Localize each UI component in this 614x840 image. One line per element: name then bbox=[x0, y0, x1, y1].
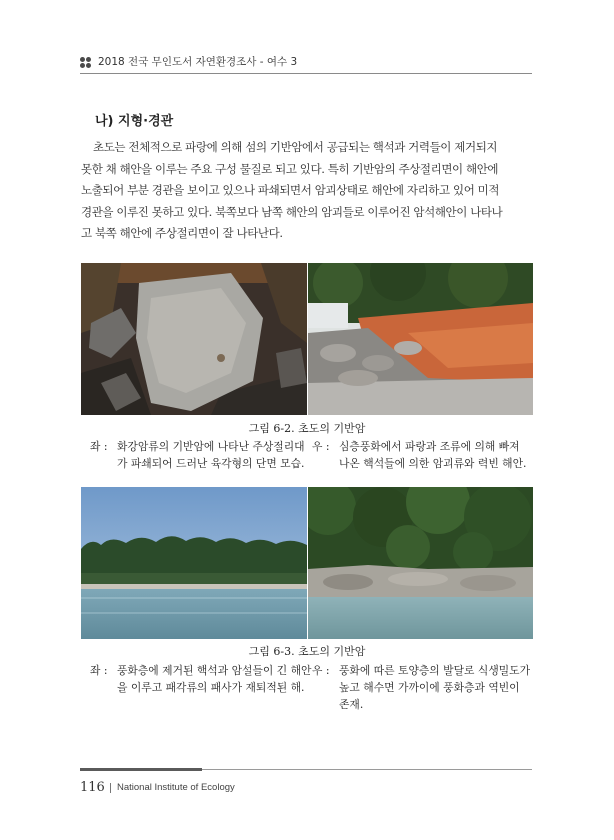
note-line: 심층풍화에서 파랑과 조류에 의해 빠져 bbox=[339, 440, 520, 453]
paragraph-line: 고 북쪽 해안에 주상절리면이 잘 나타난다. bbox=[81, 226, 283, 240]
note-line: 화강암류의 기반암에 나타난 주상절리대 bbox=[117, 440, 305, 453]
photo-forested-coastline bbox=[81, 487, 307, 639]
note-line: 을 이루고 패각류의 패사가 재퇴적된 해. bbox=[117, 681, 305, 694]
note-prefix: 좌 : bbox=[90, 664, 108, 677]
note-line: 풍화층에 제거된 핵석과 암설들이 긴 해안 bbox=[117, 664, 312, 677]
note-line: 나온 핵석들에 의한 암괴류와 력빈 해안. bbox=[339, 457, 527, 470]
photo-columnar-joint-rock bbox=[81, 263, 307, 415]
body-paragraph bbox=[81, 137, 533, 245]
header-dots-icon bbox=[80, 57, 93, 68]
note-prefix: 우 : bbox=[312, 440, 330, 453]
footer-bar bbox=[80, 768, 202, 771]
note-line: 높고 해수면 가까이에 풍화층과 역빈이 bbox=[339, 681, 520, 694]
footer-separator bbox=[110, 783, 111, 793]
paragraph-line: 못한 채 해안을 이루는 주요 구성 물질로 되고 있다. 특히 기반암의 주상절리면이 해안에 bbox=[81, 161, 499, 176]
note-line: 풍화에 따른 토양층의 발달로 식생밀도가 bbox=[339, 664, 531, 677]
page-number: 116 bbox=[80, 780, 105, 795]
paragraph-line: 경관을 이루진 못하고 있다. 북쪽보다 남쪽 해안의 암괴들로 이루어진 암석해안이 나타나 bbox=[81, 204, 503, 219]
figure-caption: 그림 6-3. 초도의 기반암 bbox=[248, 645, 366, 658]
paragraph-line: 초도는 전체적으로 파랑에 의해 섬의 기반암에서 공급되는 핵석과 거력들이 제거되지 bbox=[93, 140, 498, 154]
footer-organization: National Institute of Ecology bbox=[117, 782, 235, 793]
running-header bbox=[80, 50, 532, 74]
note-prefix: 좌 : bbox=[90, 440, 108, 453]
photo-boulder-gravel-coast bbox=[308, 263, 533, 415]
photo-vegetated-shore bbox=[308, 487, 533, 639]
paragraph-line: 노출되어 부분 경관을 보이고 있으나 파쇄되면서 암괴상태로 해안에 자리하고 있어 미적 bbox=[81, 183, 500, 197]
note-prefix: 우 : bbox=[312, 664, 330, 677]
header-rule bbox=[80, 73, 532, 74]
page-footer bbox=[80, 768, 532, 808]
figure-caption: 그림 6-2. 초도의 기반암 bbox=[248, 422, 366, 435]
section-heading: 나) 지형·경관 bbox=[95, 114, 174, 129]
note-line: 가 파쇄되어 드러난 육각형의 단면 모습. bbox=[117, 457, 305, 470]
note-line: 존재. bbox=[339, 698, 364, 711]
header-title: 2018 전국 무인도서 자연환경조사 - 여수 3 bbox=[98, 56, 298, 68]
footer-rule bbox=[202, 769, 532, 770]
